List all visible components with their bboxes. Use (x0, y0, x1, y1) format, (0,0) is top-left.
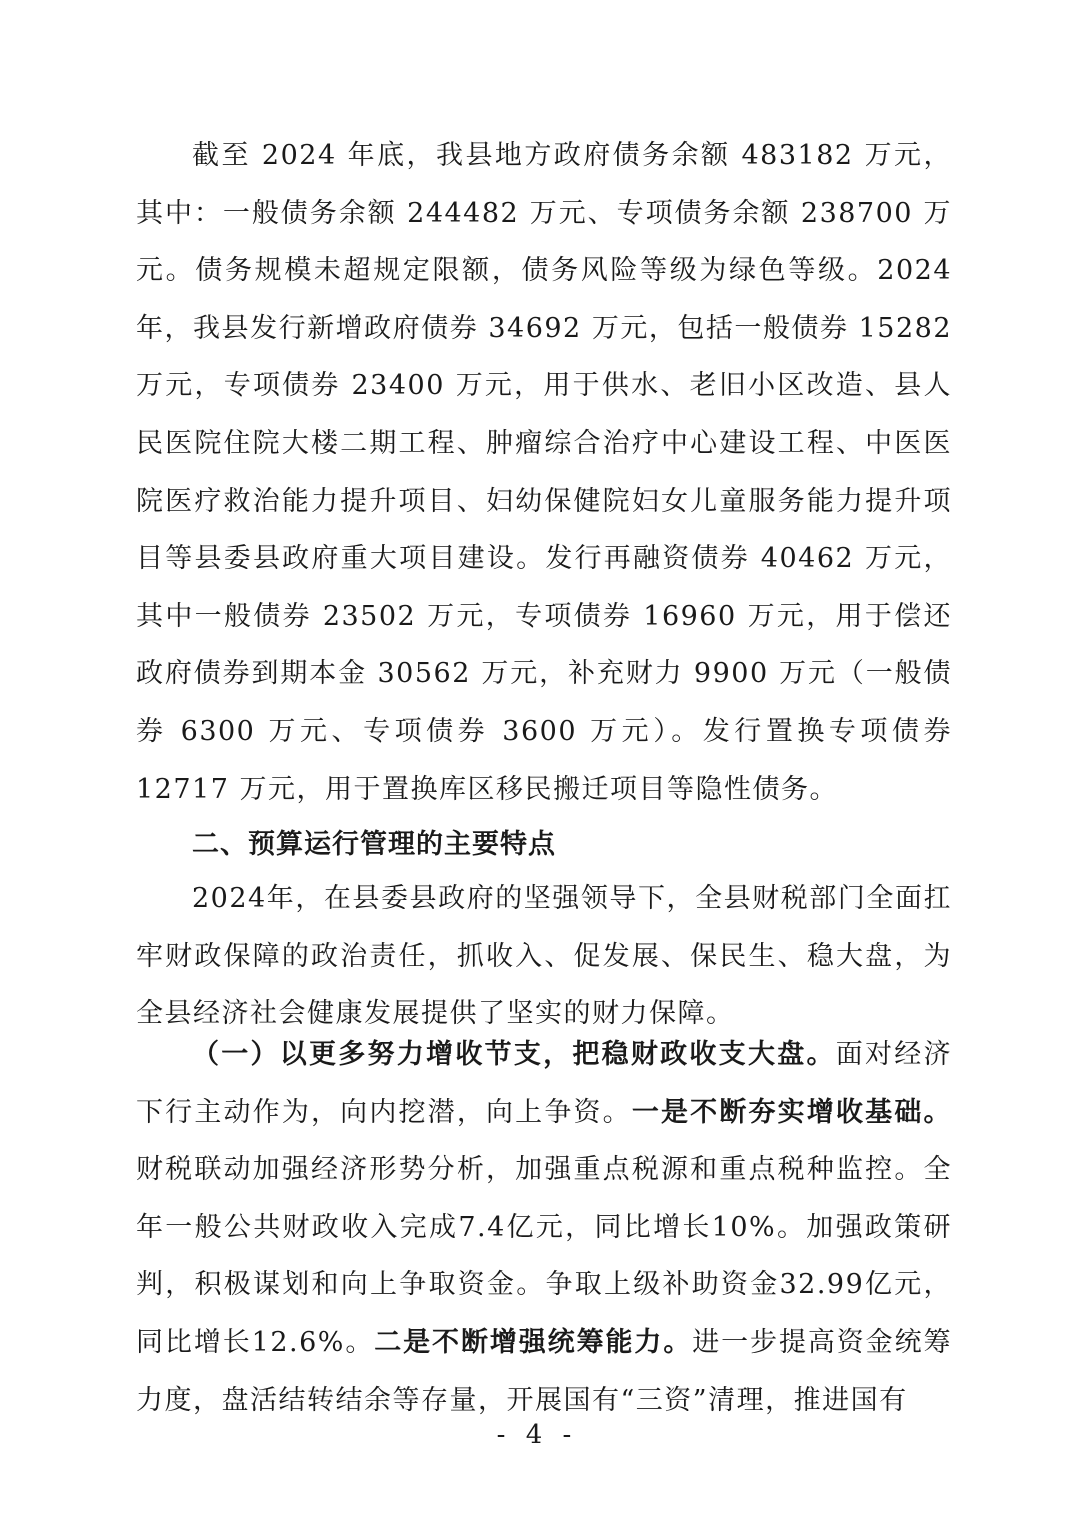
page-number: - 4 - (496, 1420, 578, 1450)
point-one-heading: 一是不断夯实增收基础。 (631, 1096, 953, 1128)
paragraph-text-a: 面对经济下行主动作为，向内挖潜，向上争资。 (136, 1039, 953, 1128)
revenue-paragraph (136, 1026, 952, 1429)
paragraph-text-c: 进一步提高资金统筹力度，盘活结转结余等存量，开展国有“三资”清理，推进国有 (136, 1326, 953, 1416)
point-two-heading: 二是不断增强统筹能力。 (374, 1326, 693, 1358)
paragraph-text-b: 财税联动加强经济形势分析，加强重点税源和重点税种监控。全年一般公共财政收入完成7.4亿元，同比增长10%。加强政策研判，积极谋划和向上争取资金。争取上级补助资金32.99亿元，同比增长12.6%。 (136, 1154, 952, 1358)
debt-balance-paragraph: 截至 2024 年底，我县地方政府债务余额 483182 万元，其中：一般债务余额 244482 万元、专项债务余额 238700 万元。债务规模未超规定限额，债务风险等级为绿色等级。2024 年，我县发行新增政府债券 34692 万元，包括一般债券 15282 万元，专项债券 23400 万元，用于供水、老旧小区改造、县人民医院住院大楼二期工程、肿瘤综合治疗中心建设工程、中医医院医疗救治能力提升项目、妇幼保健院妇女儿童服务能力提升项目等县委县政府重大项目建设。发行再融资债券 40462 万元，其中一般债券 23502 万元，专项债券 16960 万元，用于偿还政府债券到期本金 30562 万元，补充财力 9900 万元（一般债券 6300 万元、专项债券 3600 万元）。发行置换专项债券 12717 万元，用于置换库区移民搬迁项目等隐性债务。 (136, 140, 952, 805)
budget-overview-paragraph: 2024年，在县委县政府的坚强领导下，全县财税部门全面扛牢财政保障的政治责任，抓收入、促发展、保民生、稳大盘，为全县经济社会健康发展提供了坚实的财力保障。 (136, 883, 952, 1030)
section-heading: 二、预算运行管理的主要特点 (192, 829, 556, 860)
subsection-heading: （一）以更多努力增收节支，把稳财政收支大盘。 (192, 1039, 836, 1070)
